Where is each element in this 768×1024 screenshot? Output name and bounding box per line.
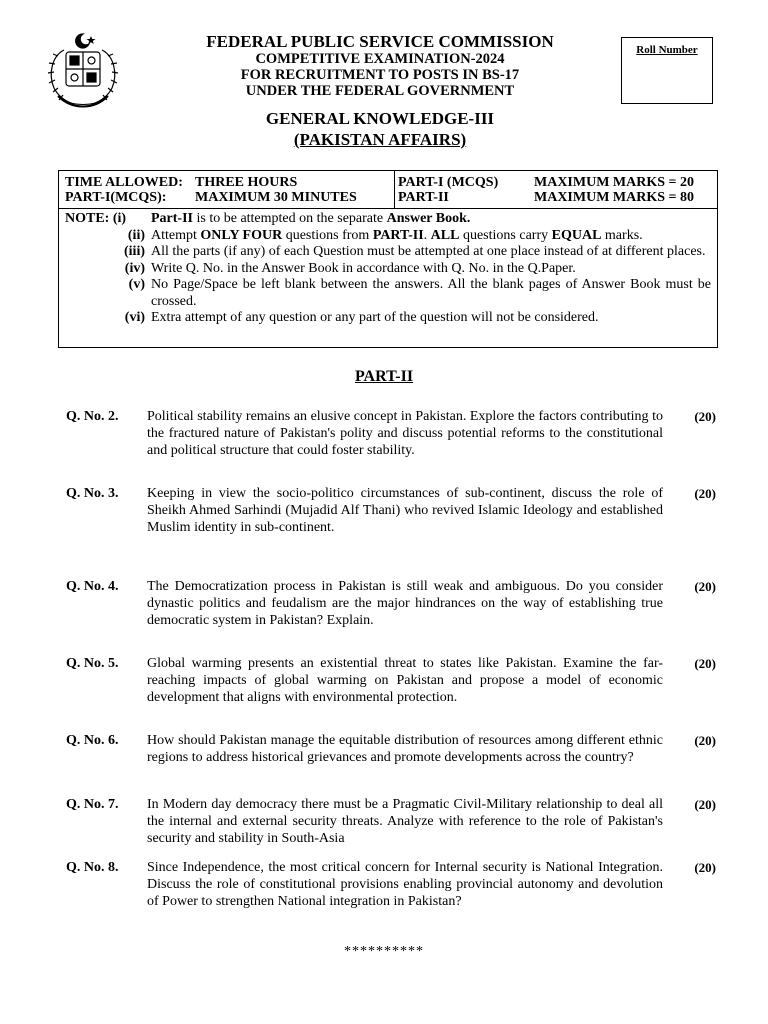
note-number: NOTE: (i): [65, 211, 127, 226]
question-text: Since Independence, the most critical concern for Internal security is National Integration. Discuss the role of constitutional provisions enabling provincial autonomy and devolution of Power to strengthen National integration in Pakistan?: [147, 860, 663, 909]
question-text: The Democratization process in Pakistan is still weak and ambiguous. Do you consider dynastic politics and feudalism are the major hindrances on the way of establishing true democratic system in Pakistan? Explain.: [147, 579, 663, 628]
government-emblem-icon: [44, 30, 122, 110]
note-text: Write Q. No. in the Answer Book in accordance with Q. No. in the Q.Paper.: [151, 260, 576, 276]
note-item: [59, 277, 717, 310]
part-title: PART-II: [354, 368, 414, 385]
end-marker: **********: [344, 944, 424, 959]
question-marks: (20): [694, 656, 716, 671]
part2-marks: MAXIMUM MARKS = 80: [534, 190, 695, 205]
note-item: [59, 228, 717, 245]
commission-title: FEDERAL PUBLIC SERVICE COMMISSION: [206, 32, 554, 51]
time-marks-row: [59, 171, 717, 209]
question-number: Q. No. 4.: [66, 579, 119, 594]
part1-label: PART-I (MCQS): [398, 175, 499, 190]
question-number: Q. No. 2.: [66, 409, 119, 424]
subject-line-2: (PAKISTAN AFFAIRS): [293, 130, 467, 149]
instructions-box: [58, 170, 718, 348]
part2-label: PART-II: [398, 190, 449, 205]
roll-number-label: Roll Number: [636, 44, 698, 56]
note-number: (vi): [124, 310, 145, 325]
note-number: (ii): [127, 227, 145, 243]
question-number: Q. No. 3.: [66, 486, 119, 501]
question-marks: (20): [694, 409, 716, 424]
exam-title: COMPETITIVE EXAMINATION-2024: [255, 51, 505, 67]
question-marks: (20): [694, 579, 716, 594]
note-text: Extra attempt of any question or any part of the question will not be considered.: [151, 310, 599, 325]
question-number: Q. No. 8.: [66, 860, 119, 875]
time-label: TIME ALLOWED:: [65, 175, 183, 190]
subject-line-1: GENERAL KNOWLEDGE-III: [265, 109, 495, 128]
subject-title: [150, 108, 610, 150]
question-number: Q. No. 6.: [66, 733, 119, 748]
question-marks: (20): [694, 733, 716, 748]
note-item: [59, 261, 717, 278]
note-number: (v): [128, 277, 145, 292]
question-number: Q. No. 7.: [66, 797, 119, 812]
note-item: [59, 310, 717, 327]
mcq-value: MAXIMUM 30 MINUTES: [195, 190, 357, 205]
part1-marks: MAXIMUM MARKS = 20: [534, 175, 695, 190]
recruitment-line: FOR RECRUITMENT TO POSTS IN BS-17: [240, 67, 520, 83]
government-line: UNDER THE FEDERAL GOVERNMENT: [245, 83, 515, 99]
note-number: (iv): [124, 260, 145, 276]
exam-header: [150, 33, 610, 99]
note-text: All the parts (if any) of each Question must be attempted at one place instead of at different places.: [151, 244, 706, 259]
note-item: [59, 244, 717, 261]
question-marks: (20): [694, 797, 716, 812]
question-text: How should Pakistan manage the equitable distribution of resources among different ethnic regions to address historical grievances and promote developments across the country?: [147, 733, 663, 765]
note-number: (iii): [124, 244, 145, 259]
note-item: [59, 211, 717, 228]
time-cell: [59, 171, 395, 209]
time-value: THREE HOURS: [195, 175, 298, 190]
question-number: Q. No. 5.: [66, 656, 119, 671]
notes-list: [59, 211, 717, 327]
roll-number-box[interactable]: [621, 37, 713, 104]
question-marks: (20): [694, 486, 716, 501]
question-text: Keeping in view the socio-politico circumstances of sub-continent, discuss the role of Sheikh Ahmed Sarhindi (Mujadid Alf Thani) who revived Islamic Ideology and established Muslim identity in sub-continent.: [147, 486, 663, 535]
mcq-label: PART-I(MCQS):: [65, 190, 167, 205]
note-text: Attempt ONLY FOUR questions from PART-II. ALL questions carry EQUAL marks.: [151, 227, 643, 243]
question-text: Political stability remains an elusive concept in Pakistan. Explore the factors contributing to the fractured nature of Pakistan's polity and discuss potential reforms to the constitutional and political structure that could foster stability.: [147, 409, 663, 458]
note-text: No Page/Space be left blank between the answers. All the blank pages of Answer Book must be crossed.: [151, 277, 711, 309]
marks-cell: [396, 171, 718, 209]
question-marks: (20): [694, 860, 716, 875]
question-text: In Modern day democracy there must be a Pragmatic Civil-Military relationship to deal all the internal and external security threats. Analyze with reference to the role of Pakistan's security and stability in South-Asia: [147, 797, 663, 846]
note-text: Part-II is to be attempted on the separate Answer Book.: [151, 211, 471, 226]
question-text: Global warming presents an existential threat to states like Pakistan. Examine the far-reaching impacts of global warming on Pakistan and propose a model of economic development that aligns with environmental protection.: [147, 656, 663, 705]
